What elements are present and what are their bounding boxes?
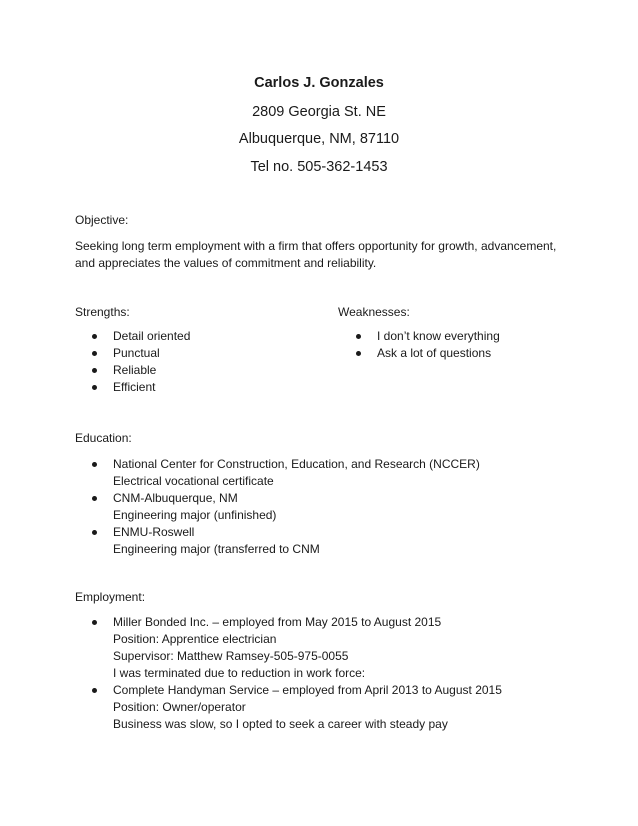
employment-list	[92, 614, 502, 733]
list-item	[92, 456, 480, 490]
strengths-list	[92, 328, 190, 396]
list-item	[356, 345, 500, 362]
objective-line: Seeking long term employment with a firm that offers opportunity for growth, advancement,	[75, 239, 557, 253]
strength-text: Detail oriented	[113, 329, 191, 343]
address-line-1: 2809 Georgia St. NE	[252, 104, 386, 120]
education-detail: Engineering major (transferred to CNM	[113, 542, 320, 556]
list-item	[92, 682, 502, 733]
education-heading: Education:	[75, 431, 132, 445]
bullet-icon	[356, 351, 361, 356]
list-item	[356, 328, 500, 345]
reason-line: I was terminated due to reduction in work force:	[113, 666, 366, 680]
list-item	[92, 490, 480, 524]
strengths-heading: Strengths:	[75, 305, 130, 319]
bullet-icon	[356, 334, 361, 339]
reason-line: Business was slow, so I opted to seek a career with steady pay	[113, 717, 448, 731]
weaknesses-heading: Weaknesses:	[338, 305, 410, 319]
position-line: Position: Apprentice electrician	[113, 632, 277, 646]
bullet-icon	[92, 462, 97, 467]
list-item	[92, 379, 190, 396]
objective-text	[75, 238, 555, 272]
education-institution: National Center for Construction, Education, and Research (NCCER)	[113, 457, 480, 471]
bullet-icon	[92, 385, 97, 390]
weaknesses-list	[356, 328, 500, 362]
list-item	[92, 345, 190, 362]
bullet-icon	[92, 334, 97, 339]
education-list	[92, 456, 480, 558]
strength-text: Reliable	[113, 363, 157, 377]
applicant-name: Carlos J. Gonzales	[254, 75, 384, 91]
objective-heading: Objective:	[75, 213, 129, 227]
education-detail: Engineering major (unfinished)	[113, 508, 277, 522]
employer-line: Miller Bonded Inc. – employed from May 2015 to August 2015	[113, 615, 442, 629]
list-item	[92, 524, 480, 558]
bullet-icon	[92, 688, 97, 693]
strength-text: Efficient	[113, 380, 156, 394]
objective-line: and appreciates the values of commitment and reliability.	[75, 256, 377, 270]
list-item	[92, 328, 190, 345]
position-line: Position: Owner/operator	[113, 700, 246, 714]
bullet-icon	[92, 351, 97, 356]
supervisor-line: Supervisor: Matthew Ramsey-505-975-0055	[113, 649, 349, 663]
employment-heading: Employment:	[75, 590, 146, 604]
bullet-icon	[92, 496, 97, 501]
weakness-text: I don’t know everything	[377, 329, 500, 343]
strength-text: Punctual	[113, 346, 160, 360]
address-line-2: Albuquerque, NM, 87110	[238, 131, 400, 147]
bullet-icon	[92, 530, 97, 535]
list-item	[92, 614, 502, 682]
weakness-text: Ask a lot of questions	[377, 346, 492, 360]
education-detail: Electrical vocational certificate	[113, 474, 274, 488]
employer-line: Complete Handyman Service – employed from April 2013 to August 2015	[113, 683, 502, 697]
list-item	[92, 362, 190, 379]
education-institution: CNM-Albuquerque, NM	[113, 491, 238, 505]
phone-number: Tel no. 505-362-1453	[250, 159, 388, 175]
education-institution: ENMU-Roswell	[113, 525, 195, 539]
bullet-icon	[92, 620, 97, 625]
bullet-icon	[92, 368, 97, 373]
